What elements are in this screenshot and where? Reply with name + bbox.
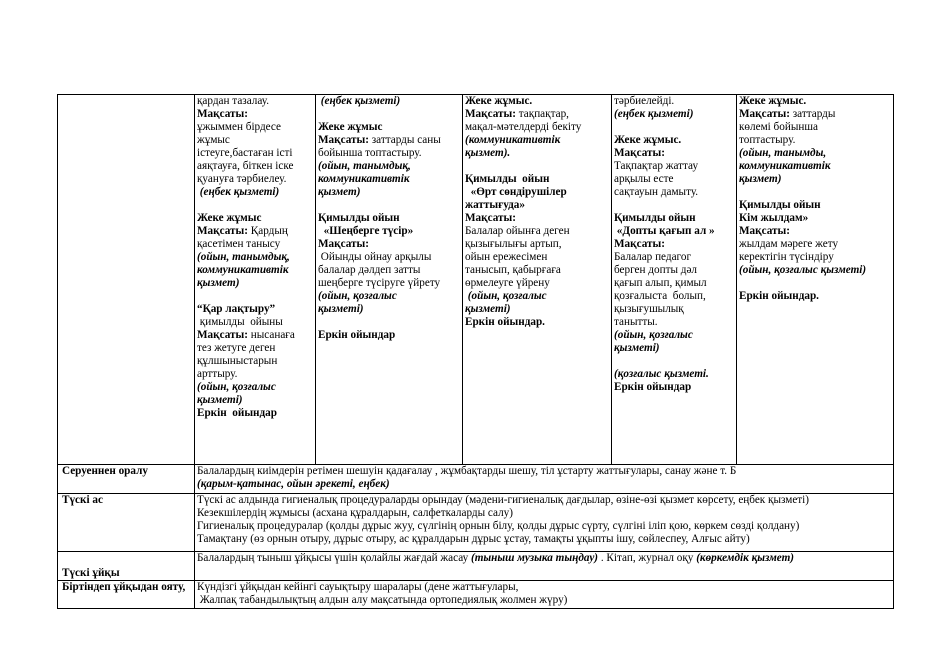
text-line: қызығылығы артып, — [465, 238, 562, 250]
text-line — [318, 199, 460, 212]
goal-label: Мақсаты: — [739, 108, 790, 120]
text-line: «Өрт сөндірушілер — [465, 186, 567, 198]
goal-text: заттарды — [789, 108, 836, 120]
text-line: (ойын, қозғалыс — [614, 329, 693, 341]
text-line: (тыныш музыка тыңдау) — [470, 552, 599, 564]
text-line — [739, 186, 891, 199]
text-line: коммуникативтік — [197, 264, 289, 276]
text-line: қозғалыста болып, — [614, 290, 706, 302]
lunch-row — [58, 494, 894, 552]
text-line: істеуге,бастаған істі — [197, 147, 293, 159]
text-line: (ойын, танымдық, — [318, 160, 411, 172]
text-line — [197, 329, 313, 342]
text-line: қуануға тәрбиелеу. — [197, 173, 287, 185]
text-line: Еркін ойындар — [197, 407, 277, 419]
text-line: берген допты дәл — [614, 264, 698, 276]
row-label-text: Түскі ұйқы — [62, 567, 120, 579]
text-line: Еркін ойындар. — [739, 290, 819, 302]
text-line: Күндізгі ұйқыдан кейінгі сауықтыру шаралары (дене жаттығулары, — [197, 581, 519, 593]
text-line: (қозғалыс қызметі. — [614, 368, 709, 380]
text-line: (көркемдік қызмет) — [696, 552, 795, 564]
text-line: жаттығуда» — [465, 199, 525, 211]
tuesday-cell — [316, 95, 463, 465]
text-line: қызмет) — [318, 186, 361, 198]
text-line: қызметі) — [318, 303, 364, 315]
wake-up-row — [58, 581, 894, 609]
monday-cell — [195, 95, 316, 465]
text-line: арқылы есте — [614, 173, 674, 185]
goal-label: Мақсаты: — [318, 134, 369, 146]
text-line — [60, 95, 192, 108]
text-line: (ойын, танымды, — [739, 147, 827, 159]
text-line: Қимылды ойын — [318, 212, 400, 224]
goal-label: Мақсаты: — [197, 329, 248, 341]
text-line: Еркін ойындар — [614, 381, 692, 393]
text-line: . Кітап, журнал оқу — [600, 552, 694, 564]
goal-text: тақпақтар, — [515, 108, 569, 120]
text-line — [318, 316, 460, 329]
text-line: танысып, қабырғаға — [465, 264, 561, 276]
text-line: Кезекшілердің жұмысы (асхана құралдарын, салфеткаларды салу) — [197, 507, 513, 519]
text-line: Мақсаты: — [465, 212, 516, 224]
text-line: Ойынды ойнау арқылы — [318, 251, 432, 263]
text-line: (ойын, қозғалыс — [318, 290, 397, 302]
text-line: (ойын, танымдық, — [197, 251, 290, 263]
text-line: ойын ережесімен — [465, 251, 548, 263]
text-line: коммуникативтік — [318, 173, 410, 185]
text-line: Балалардың киімдерін ретімен шешуін қадағалау , жұмбақтарды шешу, тіл ұстарту жаттығулары, санау және т. Б — [197, 465, 737, 477]
text-line: жұмыс — [197, 134, 230, 146]
text-line: арттыру. — [197, 368, 238, 380]
text-line: Жеке жұмыс. — [465, 95, 533, 107]
text-line: қызмет) — [739, 173, 782, 185]
text-line: Қимылды ойын — [739, 199, 821, 211]
text-line: Еркін ойындар — [318, 329, 396, 341]
text-line: қызмет). — [465, 147, 511, 159]
text-line: құлшыныстарын — [197, 355, 278, 367]
text-line: тез жетуге деген — [197, 342, 276, 354]
text-line: көлемі бойынша — [739, 121, 818, 133]
text-line: (еңбек қызметі) — [318, 95, 401, 107]
text-line: топтастыру. — [739, 134, 796, 146]
text-line — [318, 134, 460, 147]
text-line: Қимылды ойын — [614, 212, 696, 224]
text-line: (еңбек қызметі) — [197, 186, 280, 198]
text-line: Балалар педагог — [614, 251, 692, 263]
text-line: бойынша топтастыру. — [318, 147, 422, 159]
activities-row — [58, 95, 894, 465]
goal-text: нысанаға — [247, 329, 295, 341]
text-line: «Шеңберге түсір» — [318, 225, 414, 237]
text-line — [318, 108, 460, 121]
text-line: қимылды ойыны — [197, 316, 283, 328]
text-line — [197, 290, 313, 303]
text-line: сақтауын дамыту. — [614, 186, 699, 198]
text-line — [614, 121, 734, 134]
friday-cell — [737, 95, 894, 465]
text-line — [197, 225, 313, 238]
text-line: Жеке жұмыс — [318, 121, 383, 133]
text-line: (ойын, қозғалыс — [465, 290, 547, 302]
text-line: (коммуникативтік — [465, 134, 561, 146]
text-line — [614, 355, 734, 368]
text-line: шеңберге түсіруге үйрету — [318, 277, 441, 289]
text-line: танытты. — [614, 316, 658, 328]
text-line: Жалпақ табандылықтың алдын алу мақсатында ортопедиялық жолмен жүру) — [197, 594, 568, 606]
text-line: Мақсаты: — [614, 238, 665, 250]
text-line: Жеке жұмыс — [197, 212, 262, 224]
text-line: керектігін түсіндіру — [739, 251, 834, 263]
text-line: Кім жылдам» — [739, 212, 809, 224]
text-line: (ойын, қозғалыс — [197, 381, 276, 393]
text-line: Жеке жұмыс. — [739, 95, 807, 107]
text-line: Қимылды ойын — [465, 173, 550, 185]
row-label — [58, 552, 195, 581]
text-line: өрмелеуге үйрену — [465, 277, 550, 289]
text-line: Мақсаты: — [739, 225, 790, 237]
text-line: қызмет) — [197, 277, 240, 289]
text-line: қызметі) — [614, 342, 660, 354]
row-content — [195, 465, 894, 494]
text-line: қағып алып, қимыл — [614, 277, 707, 289]
text-line: (ойын, қозғалыс қызметі) — [739, 264, 867, 276]
text-line: Мақсаты: — [197, 108, 248, 120]
row-label: Біртіндеп ұйқыдан ояту, — [58, 581, 195, 609]
row-content — [195, 581, 894, 609]
text-line: Түскі ас алдында гигиеналық процедураларды орындау (мәдени-гигиеналық дағдылар, өзіне-өзі қызмет көрсету, еңбек қызметі) — [197, 494, 810, 506]
text-line — [739, 108, 891, 121]
text-line: «Допты қағып ал » — [614, 225, 715, 237]
text-line: коммуникативтік — [739, 160, 831, 172]
text-line: “Қар лақтыру” — [197, 303, 276, 315]
goal-label: Мақсаты: — [197, 225, 248, 237]
goal-text: Қардың — [247, 225, 288, 237]
text-line: мақал-мәтелдерді бекіту — [465, 121, 582, 133]
text-line: Гигиеналық процедуралар (қолды дұрыс жуу, сүлгінің орнын білу, қолды дұрыс сүрту, сүлгіні іліп қою, көркем сөзді қолдану) — [197, 520, 800, 532]
text-line: Жеке жұмыс. — [614, 134, 682, 146]
nap-row — [58, 552, 894, 581]
goal-text: заттарды саны — [368, 134, 441, 146]
text-line: Балалардың тыныш ұйқысы үшін қолайлы жағдай жасау — [197, 552, 469, 564]
text-line: қызығушылық — [614, 303, 684, 315]
text-line: Мақсаты: — [318, 238, 369, 250]
text-line — [197, 199, 313, 212]
row-label: Серуеннен оралу — [58, 465, 195, 494]
text-line: қардан тазалау. — [197, 95, 270, 107]
row-content — [195, 552, 894, 581]
text-line: қасетімен танысу — [197, 238, 281, 250]
text-line: аяқтауға, біткен іске — [197, 160, 294, 172]
thursday-cell — [612, 95, 737, 465]
activities-label-cell — [58, 95, 195, 465]
schedule-table — [57, 94, 894, 609]
text-line: қызметі) — [197, 394, 243, 406]
text-line: Тақпақтар жаттау — [614, 160, 699, 172]
text-line — [614, 199, 734, 212]
text-line: Еркін ойындар. — [465, 316, 545, 328]
row-content — [195, 494, 894, 552]
text-line: Тамақтану (өз орнын отыру, дұрыс отыру, ас құралдарын дұрыс ұстау, тамақты ұқыпты ішу, сөйлеспеу, Алғыс айту) — [197, 533, 750, 545]
text-line: (қарым-қатынас, ойын әрекеті, еңбек) — [197, 478, 390, 490]
goal-label: Мақсаты: — [465, 108, 516, 120]
text-line: қызметі) — [465, 303, 511, 315]
text-line — [465, 108, 609, 121]
text-line: тәрбиелейді. — [614, 95, 675, 107]
text-line: жылдам мәреге жету — [739, 238, 839, 250]
wednesday-cell — [463, 95, 612, 465]
text-line: балалар дәлдеп затты — [318, 264, 421, 276]
text-line: (еңбек қызметі) — [614, 108, 694, 120]
text-line — [465, 160, 609, 173]
text-line: Балалар ойынға деген — [465, 225, 570, 237]
return-walk-row — [58, 465, 894, 494]
text-line — [739, 277, 891, 290]
row-label: Түскі ас — [58, 494, 195, 552]
text-line: Мақсаты: — [614, 147, 665, 159]
text-line: ұжыммен бірдесе — [197, 121, 281, 133]
